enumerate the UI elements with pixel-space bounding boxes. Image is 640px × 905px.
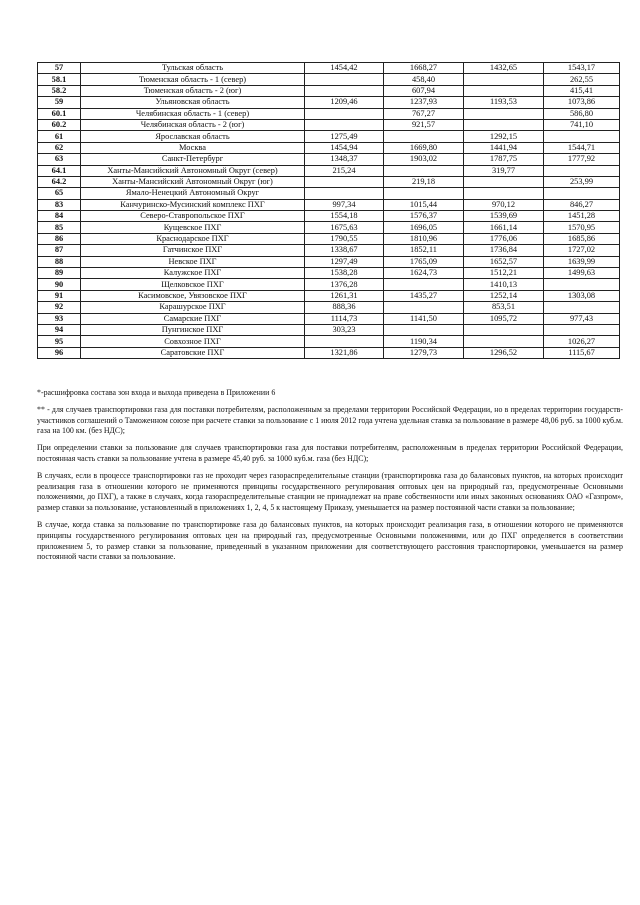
row-value-3 [464,74,544,85]
row-value-4: 1499,63 [544,268,620,279]
row-value-1: 1675,63 [305,222,384,233]
row-number: 63 [38,154,81,165]
row-value-2: 1237,93 [384,97,464,108]
table-row [38,245,620,256]
table-row [38,97,620,108]
row-value-4: 977,43 [544,313,620,324]
row-value-3: 1193,53 [464,97,544,108]
table-row [38,313,620,324]
row-value-3 [464,324,544,335]
row-name: Ямало-Ненецкий Автономный Округ [81,188,305,199]
table-row [38,211,620,222]
row-name: Ханты-Мансийский Автономный Округ (север) [81,165,305,176]
row-value-2: 1810,96 [384,233,464,244]
row-value-2: 219,18 [384,176,464,187]
row-value-3: 1296,52 [464,347,544,358]
row-value-3: 1539,69 [464,211,544,222]
row-name: Краснодарское ПХГ [81,233,305,244]
row-value-4: 1115,67 [544,347,620,358]
row-value-2: 1279,73 [384,347,464,358]
table-row [38,188,620,199]
row-number: 95 [38,336,81,347]
row-value-4: 586,80 [544,108,620,119]
row-value-2: 1696,05 [384,222,464,233]
row-value-3 [464,85,544,96]
row-value-3: 1095,72 [464,313,544,324]
row-number: 61 [38,131,81,142]
row-value-1: 1554,18 [305,211,384,222]
row-name: Москва [81,142,305,153]
row-value-1: 1114,73 [305,313,384,324]
row-value-2 [384,324,464,335]
row-value-2: 1190,34 [384,336,464,347]
note-fixed-part: При определении ставки за пользование для случаев транспортировки газа для поставки потребителям, расположенным в пределах территории Российской Федерации, постоянная часть ставки за пользование учтена в размере 45,40 руб. за 1000 куб.м. газа (без НДС); [37,443,623,463]
table-row [38,142,620,153]
row-value-2 [384,188,464,199]
row-value-3: 853,51 [464,302,544,313]
row-value-2: 1576,37 [384,211,464,222]
row-number: 60.1 [38,108,81,119]
row-value-1: 1376,28 [305,279,384,290]
row-number: 59 [38,97,81,108]
row-value-4 [544,188,620,199]
row-value-3 [464,119,544,130]
row-value-4 [544,131,620,142]
row-value-3: 1441,94 [464,142,544,153]
row-number: 58.1 [38,74,81,85]
row-number: 83 [38,199,81,210]
row-value-3 [464,188,544,199]
table-row [38,108,620,119]
row-value-4: 415,41 [544,85,620,96]
row-value-2: 1624,73 [384,268,464,279]
row-number: 90 [38,279,81,290]
row-value-1: 1348,37 [305,154,384,165]
row-value-1 [305,336,384,347]
row-value-1: 1297,49 [305,256,384,267]
row-value-2: 1015,44 [384,199,464,210]
table-row [38,154,620,165]
tariff-table-body [38,63,620,359]
row-value-3 [464,108,544,119]
row-name: Санкт-Петербург [81,154,305,165]
row-value-2: 921,57 [384,119,464,130]
row-name: Касимовское, Увязовское ПХГ [81,290,305,301]
row-value-3 [464,176,544,187]
row-value-3: 319,77 [464,165,544,176]
row-number: 58.2 [38,85,81,96]
row-value-1: 303,23 [305,324,384,335]
row-value-4: 1303,08 [544,290,620,301]
row-value-1: 1275,49 [305,131,384,142]
table-row [38,119,620,130]
row-number: 62 [38,142,81,153]
row-name: Челябинская область - 2 (юг) [81,119,305,130]
row-value-3: 1252,14 [464,290,544,301]
row-value-2: 1852,11 [384,245,464,256]
row-name: Ярославская область [81,131,305,142]
table-row [38,63,620,74]
row-number: 96 [38,347,81,358]
row-number: 85 [38,222,81,233]
row-value-4: 741,10 [544,119,620,130]
row-value-3: 1512,21 [464,268,544,279]
footnotes [37,388,623,569]
row-value-1 [305,108,384,119]
row-number: 60.2 [38,119,81,130]
table-row [38,268,620,279]
table-row [38,131,620,142]
row-value-1: 1538,28 [305,268,384,279]
row-name: Кущевское ПХГ [81,222,305,233]
row-name: Тульская область [81,63,305,74]
row-value-1: 1261,31 [305,290,384,301]
footnote-customs-union: ** - для случаев транспортировки газа для поставки потребителям, расположенным за пределами территории Российской Федерации, но в пределах территории государств-участников соглашений о Таможенном союзе при расчете ставки за пользование с 1 июля 2012 года учтена удельная ставка за пользование в размере 48,06 руб. за 1000 куб.м. газа на 100 км. (без НДС); [37,404,623,436]
table-row [38,199,620,210]
row-value-4 [544,165,620,176]
row-value-1 [305,85,384,96]
row-value-1: 1454,42 [305,63,384,74]
row-number: 92 [38,302,81,313]
table-row [38,176,620,187]
row-value-1 [305,188,384,199]
row-value-3: 1292,15 [464,131,544,142]
row-number: 64.1 [38,165,81,176]
note-no-gds: В случаях, если в процессе транспортировки газ не проходит через газораспределительные станции (транспортировка газа до балансовых пунктов, на которых происходит реализация газа в отношении которого не применяются принципы государственного регулирования оптовых цен на природный газ, предусмотренные Основными положениями, до ПХГ), а также в случаях, когда газораспределительные станции не принадлежат на праве собственности или иных законных основаниях ОАО «Газпром», размер ставки за пользование, установленный в приложениях 1, 2, 4, 5 к настоящему Приказу, уменьшается на размер постоянной части ставки за пользование; [37,470,623,513]
row-number: 94 [38,324,81,335]
row-value-3: 1776,06 [464,233,544,244]
row-value-2: 458,40 [384,74,464,85]
row-value-1: 1209,46 [305,97,384,108]
row-name: Гатчинское ПХГ [81,245,305,256]
row-value-1 [305,74,384,85]
row-number: 88 [38,256,81,267]
note-appendix-5: В случае, когда ставка за пользование по транспортировке газа до балансовых пунктов, на которых происходит реализация газа, в отношении которого не применяются принципы государственного регулирования оптовых цен на природный газ, предусмотренные Основными положениями, или до ПХГ определяется в соответствии приложением 5, то размер ставки за пользование, приведенный в указанном приложении для соответствующего расстояния транспортировки, уменьшается на размер постоянной части ставки за пользование. [37,519,623,562]
row-number: 93 [38,313,81,324]
table-row [38,347,620,358]
row-name: Ханты-Мансийский Автономный Округ (юг) [81,176,305,187]
row-name: Ульяновская область [81,97,305,108]
row-value-4: 1073,86 [544,97,620,108]
row-number: 87 [38,245,81,256]
row-value-2: 1669,80 [384,142,464,153]
row-value-1: 1454,94 [305,142,384,153]
row-value-2: 607,94 [384,85,464,96]
row-value-4: 1451,28 [544,211,620,222]
table-row [38,290,620,301]
row-value-4: 1026,27 [544,336,620,347]
row-number: 57 [38,63,81,74]
row-value-4: 1639,99 [544,256,620,267]
row-value-2: 1141,50 [384,313,464,324]
row-value-2: 1668,27 [384,63,464,74]
row-value-1 [305,176,384,187]
row-value-1: 888,36 [305,302,384,313]
footnote-zones: *-расшифровка состава зон входа и выхода приведена в Приложении 6 [37,388,276,397]
row-value-2: 1435,27 [384,290,464,301]
row-name: Тюменская область - 2 (юг) [81,85,305,96]
row-value-1: 215,24 [305,165,384,176]
row-value-2 [384,279,464,290]
row-value-2: 1765,09 [384,256,464,267]
row-value-3: 1652,57 [464,256,544,267]
row-number: 91 [38,290,81,301]
row-value-1: 1790,55 [305,233,384,244]
row-name: Саратовские ПХГ [81,347,305,358]
table-row [38,279,620,290]
row-value-4: 846,27 [544,199,620,210]
table-row [38,256,620,267]
row-value-2: 1903,02 [384,154,464,165]
row-value-3: 970,12 [464,199,544,210]
row-value-3: 1410,13 [464,279,544,290]
row-value-3: 1787,75 [464,154,544,165]
row-name: Пунгинское ПХГ [81,324,305,335]
row-value-1: 1338,67 [305,245,384,256]
row-value-3 [464,336,544,347]
row-value-4: 1543,17 [544,63,620,74]
row-value-2 [384,302,464,313]
row-value-2 [384,131,464,142]
table-row [38,302,620,313]
row-name: Невское ПХГ [81,256,305,267]
row-number: 65 [38,188,81,199]
row-name: Калужское ПХГ [81,268,305,279]
table-row [38,165,620,176]
row-value-4: 1570,95 [544,222,620,233]
row-value-3: 1661,14 [464,222,544,233]
row-value-2: 767,27 [384,108,464,119]
row-value-4 [544,279,620,290]
row-number: 64.2 [38,176,81,187]
row-number: 84 [38,211,81,222]
row-name: Совхозное ПХГ [81,336,305,347]
row-name: Челябинская область - 1 (север) [81,108,305,119]
row-value-4: 1777,92 [544,154,620,165]
table-row [38,324,620,335]
row-value-4: 1544,71 [544,142,620,153]
row-name: Самарские ПХГ [81,313,305,324]
table-row [38,233,620,244]
tariff-table [37,62,620,359]
row-value-1: 1321,86 [305,347,384,358]
row-number: 86 [38,233,81,244]
table-row [38,336,620,347]
row-value-4: 253,99 [544,176,620,187]
row-name: Карашурское ПХГ [81,302,305,313]
row-value-4: 1685,86 [544,233,620,244]
table-row [38,222,620,233]
table-row [38,74,620,85]
row-value-2 [384,165,464,176]
row-value-4: 262,55 [544,74,620,85]
row-value-4 [544,302,620,313]
row-value-4: 1727,02 [544,245,620,256]
row-name: Щелковское ПХГ [81,279,305,290]
row-value-1 [305,119,384,130]
row-name: Канчуринско-Мусинский комплекс ПХГ [81,199,305,210]
row-value-1: 997,34 [305,199,384,210]
row-name: Северо-Ставропольское ПХГ [81,211,305,222]
row-number: 89 [38,268,81,279]
table-row [38,85,620,96]
row-value-4 [544,324,620,335]
row-value-3: 1736,84 [464,245,544,256]
row-name: Тюменская область - 1 (север) [81,74,305,85]
row-value-3: 1432,65 [464,63,544,74]
